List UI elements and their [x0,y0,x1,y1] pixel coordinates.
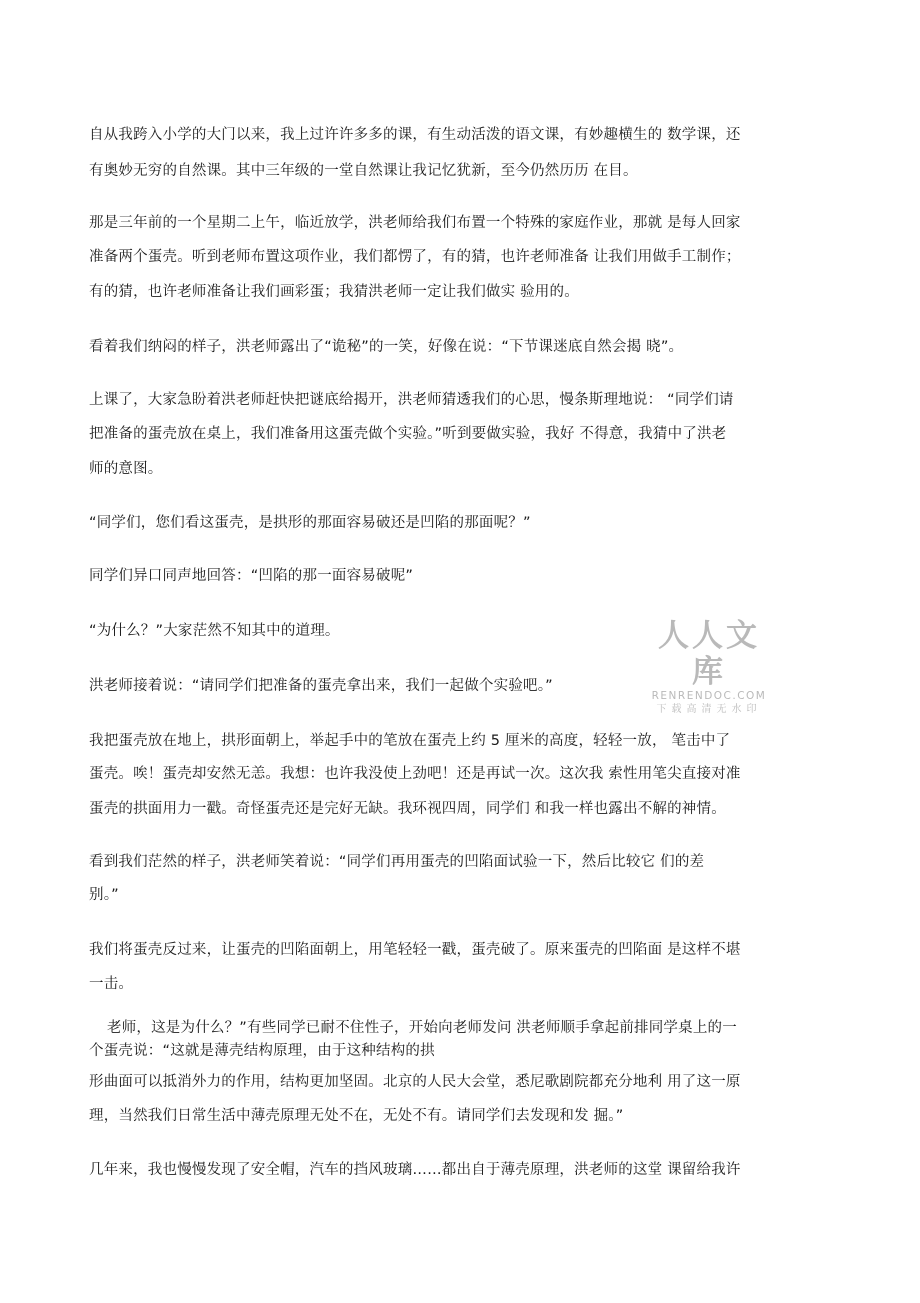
watermark-site: RENRENDOC.COM [651,690,767,702]
text-line: 个蛋壳说：“这就是薄壳结构原理，由于这种结构的拱 [89,1043,435,1059]
text-line: 别。” [89,887,119,903]
text-line: 蛋壳。唉！蛋壳却安然无恙。我想：也许我没使上劲吧！还是再试一次。这次我 索性用笔尖直接对准 [89,766,741,782]
text-line: 形曲面可以抵消外力的作用，结构更加坚固。北京的人民大会堂，悉尼歌剧院都充分地利 用了这一原 [89,1074,741,1090]
text-line: 蛋壳的拱面用力一戳。奇怪蛋壳还是完好无缺。我环视四周，同学们 和我一样也露出不解的神情。 [89,801,726,817]
text-line: 同学们异口同声地回答：“凹陷的那一面容易破呢” [89,568,414,584]
text-line: 我们将蛋壳反过来，让蛋壳的凹陷面朝上，用笔轻轻一戳，蛋壳破了。原来蛋壳的凹陷面 是这样不堪 [89,942,741,958]
text-line: 看着我们纳闷的样子，洪老师露出了“诡秘”的一笑，好像在说：“下节课迷底自然会揭 晓”。 [89,339,684,355]
text-line: 师的意图。 [89,461,163,477]
text-line: 几年来，我也慢慢发现了安全帽，汽车的挡风玻璃……都出自于薄壳原理，洪老师的这堂 课留给我许 [89,1162,741,1178]
watermark-subtitle: 下载高清无水印 [656,704,762,715]
text-line: 有奥妙无穷的自然课。其中三年级的一堂自然课让我记忆犹新，至今仍然历历 在目。 [89,163,638,179]
text-line: 自从我跨入小学的大门以来，我上过许许多多的课，有生动活泼的语文课，有妙趣横生的 数学课，还 [89,127,741,143]
text-line: 看到我们茫然的样子，洪老师笑着说：“同学们再用蛋壳的凹陷面试验一下，然后比较它 们的差 [89,854,705,870]
text-line: 洪老师接着说：“请同学们把准备的蛋壳拿出来，我们一起做个实验吧。” [89,678,553,694]
text-line: “为什么？”大家茫然不知其中的道理。 [89,623,340,639]
text-line: 上课了，大家急盼着洪老师赶快把谜底给揭开，洪老师猜透我们的心思，慢条斯理地说： “同学们请 [89,392,734,408]
text-line: 有的猜，也许老师准备让我们画彩蛋；我猜洪老师一定让我们做实 验用的。 [89,284,579,300]
text-line: 把准备的蛋壳放在桌上，我们准备用这蛋壳做个实验。”听到要做实验，我好 不得意，我猜中了洪老 [89,426,727,442]
text-line: 理，当然我们日常生活中薄壳原理无处不在，无处不有。请同学们去发现和发 掘。” [89,1108,624,1124]
text-line: 一击。 [89,976,134,992]
text-line: 我把蛋壳放在地上，拱形面朝上，举起手中的笔放在蛋壳上约 5 厘米的高度，轻轻一放， 笔击中了 [89,733,731,749]
text-line: 老师，这是为什么？”有些同学已耐不住性子，开始向老师发问 洪老师顺手拿起前排同学桌上的一 [107,1020,737,1036]
watermark-title: 人人文库 [658,618,760,690]
watermark [644,618,774,715]
text-line: 准备两个蛋壳。听到老师布置这项作业，我们都愣了，有的猜，也许老师准备 让我们用做手工制作； [89,249,741,265]
text-line: 那是三年前的一个星期二上午，临近放学，洪老师给我们布置一个特殊的家庭作业，那就 是每人回家 [89,215,741,231]
text-line: “同学们，您们看这蛋壳，是拱形的那面容易破还是凹陷的那面呢？” [89,515,531,531]
